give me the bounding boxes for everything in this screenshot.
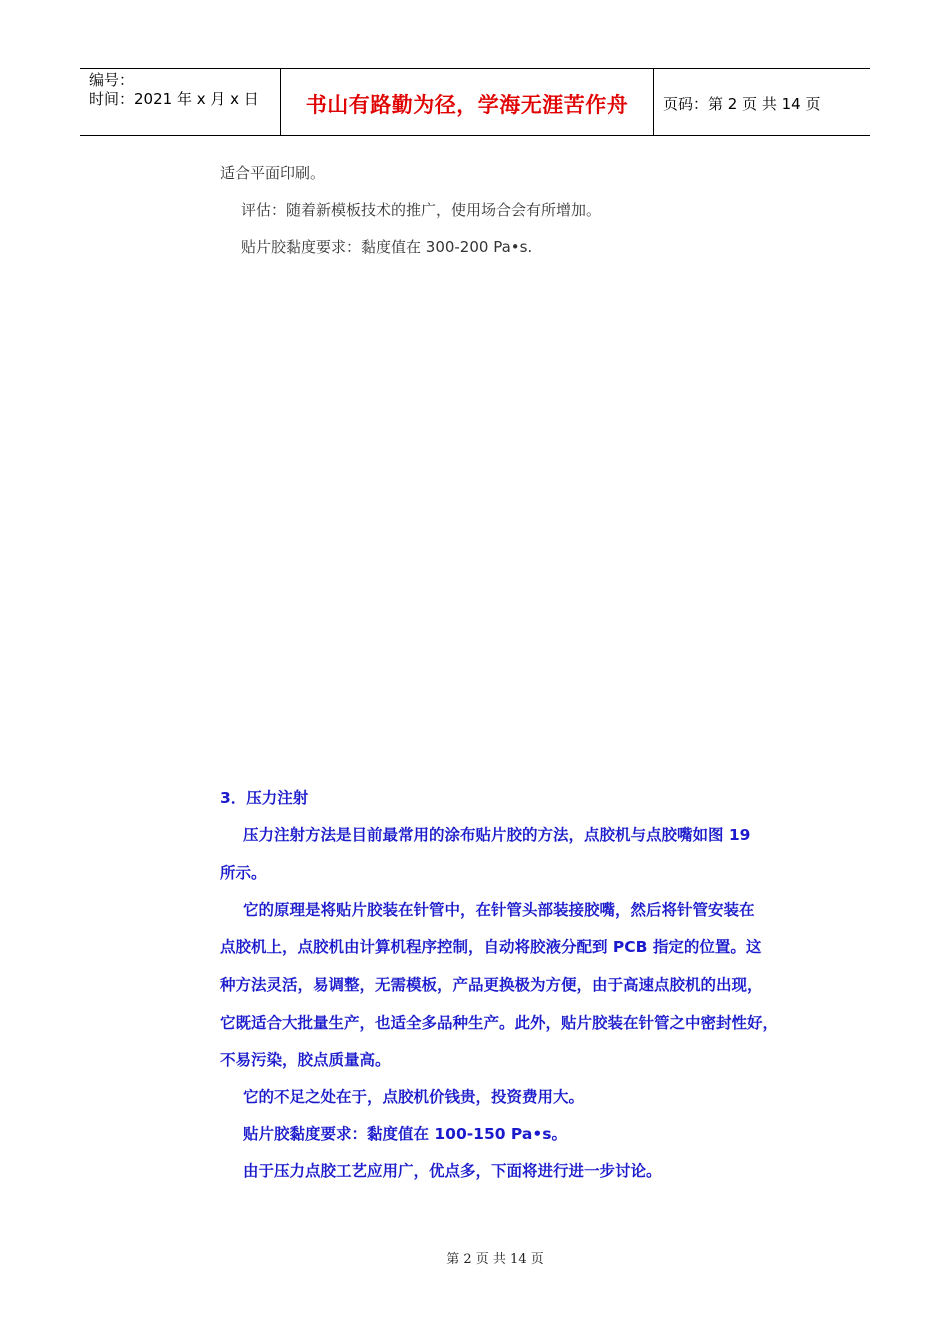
paragraph-line: 它的不足之处在于，点胶机价钱贵，投资费用大。 xyxy=(243,1088,585,1106)
header-motto: 书山有路勤为径，学海无涯苦作舟 xyxy=(281,69,654,135)
header-meta-cell xyxy=(80,69,281,135)
page-footer: 第 2 页 共 14 页 xyxy=(446,1252,544,1267)
paragraph-line: 它既适合大批量生产，也适全多品种生产。此外，贴片胶装在针管之中密封性好， xyxy=(220,1014,779,1032)
document-header xyxy=(80,68,870,136)
paragraph-line: 所示。 xyxy=(220,864,267,882)
header-page-number: 页码：第 2 页 共 14 页 xyxy=(663,95,821,113)
paragraph-line: 不易污染，胶点质量高。 xyxy=(220,1051,391,1069)
intro-line-2: 评估：随着新模板技术的推广，使用场合会有所增加。 xyxy=(241,201,602,219)
document-number-label: 编号： xyxy=(89,71,135,89)
paragraph-line: 点胶机上，点胶机由计算机程序控制，自动将胶液分配到 PCB 指定的位置。这 xyxy=(220,938,762,956)
paragraph-line: 压力注射方法是目前最常用的涂布贴片胶的方法，点胶机与点胶嘴如图 19 xyxy=(243,826,751,844)
paragraph-line: 种方法灵活，易调整，无需模板，产品更换极为方便，由于高速点胶机的出现， xyxy=(220,976,763,994)
document-time-label: 时间：2021 年 x 月 x 日 xyxy=(89,90,259,108)
paragraph-line: 它的原理是将贴片胶装在针管中，在针管头部装接胶嘴，然后将针管安装在 xyxy=(243,901,755,919)
section-heading: 3．压力注射 xyxy=(220,789,309,807)
paragraph-line: 由于压力点胶工艺应用广，优点多，下面将进行进一步讨论。 xyxy=(243,1162,662,1180)
paragraph-line: 贴片胶黏度要求：黏度值在 100-150 Pa•s。 xyxy=(243,1125,567,1143)
intro-line-1: 适合平面印刷。 xyxy=(220,164,326,182)
intro-line-3: 贴片胶黏度要求：黏度值在 300-200 Pa•s. xyxy=(241,238,533,256)
